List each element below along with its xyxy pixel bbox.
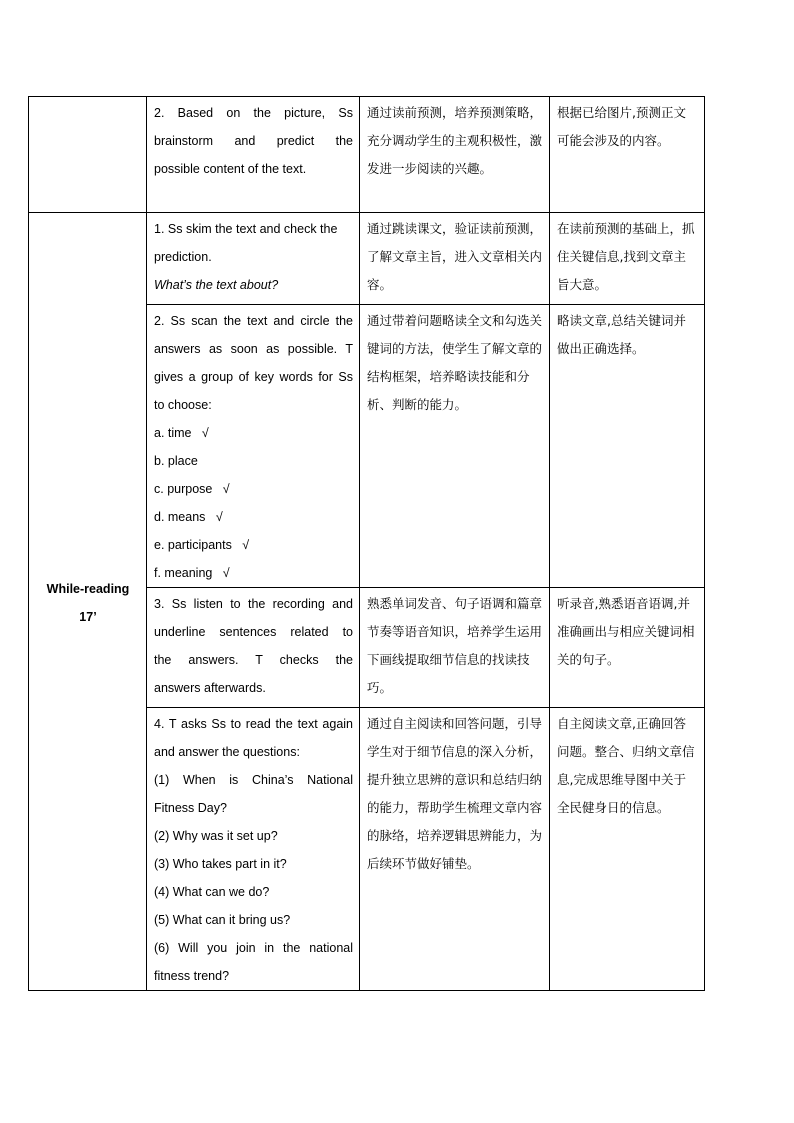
- activity-cell: [147, 97, 360, 213]
- expectation-cell: 自主阅读文章,正确回答问题。整合、归纳文章信息,完成思维导图中关于全民健身日的信息。: [550, 708, 705, 991]
- activity-line: answers afterwards.: [154, 681, 266, 695]
- stage-name: While-reading: [46, 581, 130, 596]
- activity-line: (1) When is China’s National: [154, 773, 353, 787]
- expectation-cell: 在读前预测的基础上，抓住关键信息,找到文章主旨大意。: [550, 213, 705, 305]
- activity-line: possible content of the text.: [154, 162, 307, 176]
- expectation-cell: 听录音,熟悉语音语调,并准确画出与相应关键词相关的句子。: [550, 588, 705, 708]
- table-row: [29, 97, 705, 213]
- activity-cell: [147, 213, 360, 305]
- activity-line: underline sentences related to: [154, 625, 353, 639]
- activity-line: to choose:: [154, 398, 212, 412]
- option-item: e. participants √: [154, 538, 250, 552]
- option-item: a. time √: [154, 426, 209, 440]
- stage-cell-empty: [29, 97, 147, 213]
- activity-line: gives a group of key words for Ss: [154, 370, 353, 384]
- activity-line: (2) Why was it set up?: [154, 829, 278, 843]
- purpose-cell: 通过读前预测，培养预测策略，充分调动学生的主观积极性，激发进一步阅读的兴趣。: [360, 97, 550, 213]
- activity-question: What’s the text about?: [154, 278, 279, 292]
- activity-line: (5) What can it bring us?: [154, 913, 291, 927]
- option-item: d. means √: [154, 510, 223, 524]
- purpose-cell: 熟悉单词发音、句子语调和篇章节奏等语音知识，培养学生运用下画线提取细节信息的找读技巧。: [360, 588, 550, 708]
- activity-line: (6) Will you join in the national: [154, 941, 353, 955]
- purpose-cell: 通过自主阅读和回答问题，引导学生对于细节信息的深入分析，提升独立思辨的意识和总结归纳的能力，帮助学生梳理文章内容的脉络，培养逻辑思辨能力，为后续环节做好铺垫。: [360, 708, 550, 991]
- activity-line: answers as soon as possible. T: [154, 342, 353, 356]
- stage-time: 17’: [79, 609, 97, 624]
- activity-line: prediction.: [154, 250, 212, 264]
- activity-line: 3. Ss listen to the recording and: [154, 597, 353, 611]
- activity-cell: [147, 305, 360, 588]
- activity-line: 1. Ss skim the text and check the: [154, 222, 338, 236]
- expectation-cell: 略读文章,总结关键词并做出正确选择。: [550, 305, 705, 588]
- option-item: c. purpose √: [154, 482, 230, 496]
- table-row: [29, 213, 705, 305]
- activity-cell: [147, 708, 360, 991]
- activity-line: (4) What can we do?: [154, 885, 270, 899]
- option-item: b. place: [154, 454, 198, 468]
- activity-line: (3) Who takes part in it?: [154, 857, 287, 871]
- activity-line: Fitness Day?: [154, 801, 227, 815]
- activity-line: brainstorm and predict the: [154, 134, 353, 148]
- expectation-cell: 根据已给图片,预测正文可能会涉及的内容。: [550, 97, 705, 213]
- lesson-plan-table: [28, 96, 705, 991]
- activity-line: and answer the questions:: [154, 745, 300, 759]
- activity-cell: [147, 588, 360, 708]
- activity-line: the answers. T checks the: [154, 653, 353, 667]
- activity-line: 4. T asks Ss to read the text again: [154, 717, 353, 731]
- activity-line: fitness trend?: [154, 969, 230, 983]
- option-item: f. meaning √: [154, 566, 230, 580]
- purpose-cell: 通过跳读课文，验证读前预测，了解文章主旨，进入文章相关内容。: [360, 213, 550, 305]
- activity-line: 2. Based on the picture, Ss: [154, 106, 353, 120]
- stage-cell: [29, 213, 147, 991]
- activity-line: 2. Ss scan the text and circle the: [154, 314, 353, 328]
- purpose-cell: 通过带着问题略读全文和勾选关键词的方法，使学生了解文章的结构框架，培养略读技能和分析、判断的能力。: [360, 305, 550, 588]
